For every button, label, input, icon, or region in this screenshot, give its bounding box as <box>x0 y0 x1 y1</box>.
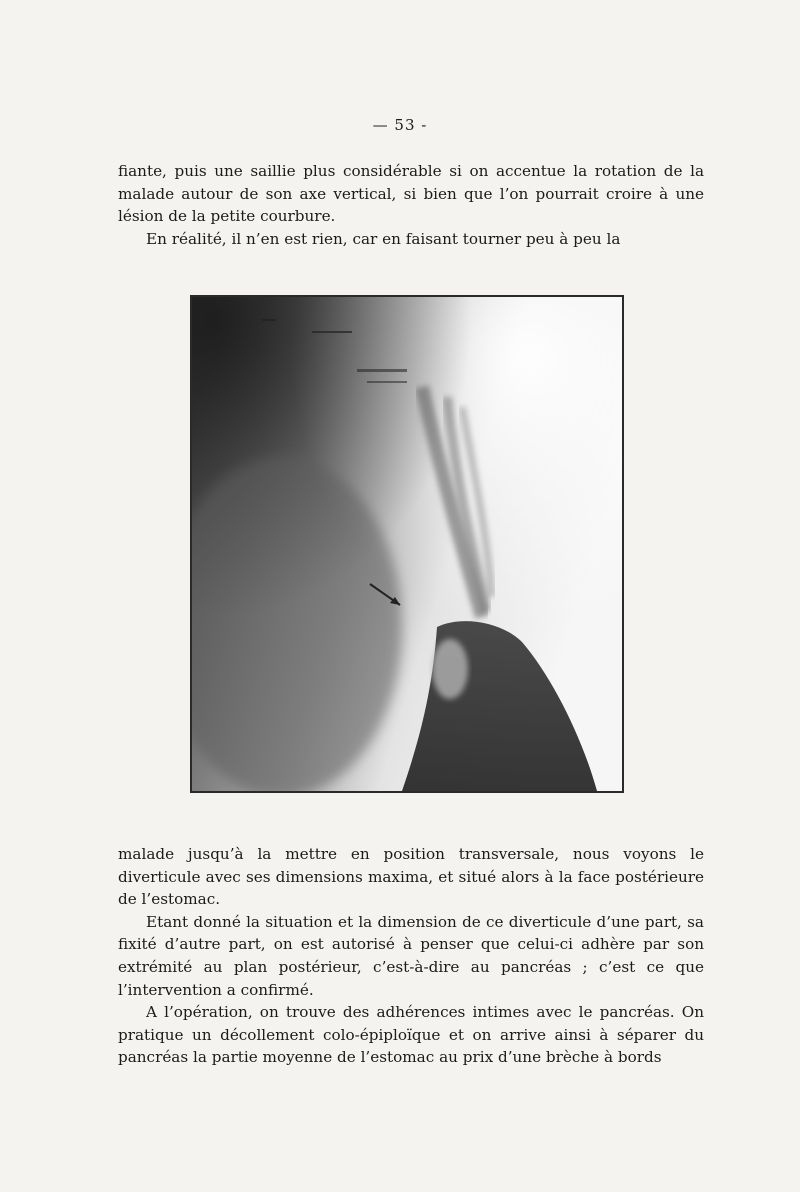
xray-image <box>192 297 622 791</box>
page-number: — 53 - <box>372 116 428 134</box>
bottom-text-block <box>118 843 704 1069</box>
xray-figure <box>190 295 624 793</box>
paragraph: Etant donné la situation et la dimension de ce diverticule d’une part, sa fixité d’autre part, on est autorisé à penser que celui-ci adhère par son extrémité au plan postérieur, c’est-à-dire au pancréas ; c’est ce que l’intervention a confirmé. <box>118 912 704 999</box>
paragraph-continuation: malade jusqu’à la mettre en position transversale, nous voyons le diverticule avec ses dimensions maxima, et situé alors à la face postérieure de l’estomac. <box>118 845 704 909</box>
paragraph-continuation: fiante, puis une saillie plus considérable si on accentue la rotation de la malade autour de son axe vertical, si bien que l’on pourrait croire à une lésion de la petite courbure. <box>118 162 704 226</box>
paragraph: En réalité, il n’en est rien, car en faisant tourner peu à peu la <box>146 229 621 248</box>
top-text-block <box>118 160 704 250</box>
paragraph: A l’opération, on trouve des adhérences intimes avec le pancréas. On pratique un décollement colo-épiploïque et on arrive ainsi à séparer du pancréas la partie moyenne de l’estomac au prix d’une brèche à bords <box>118 1003 704 1067</box>
